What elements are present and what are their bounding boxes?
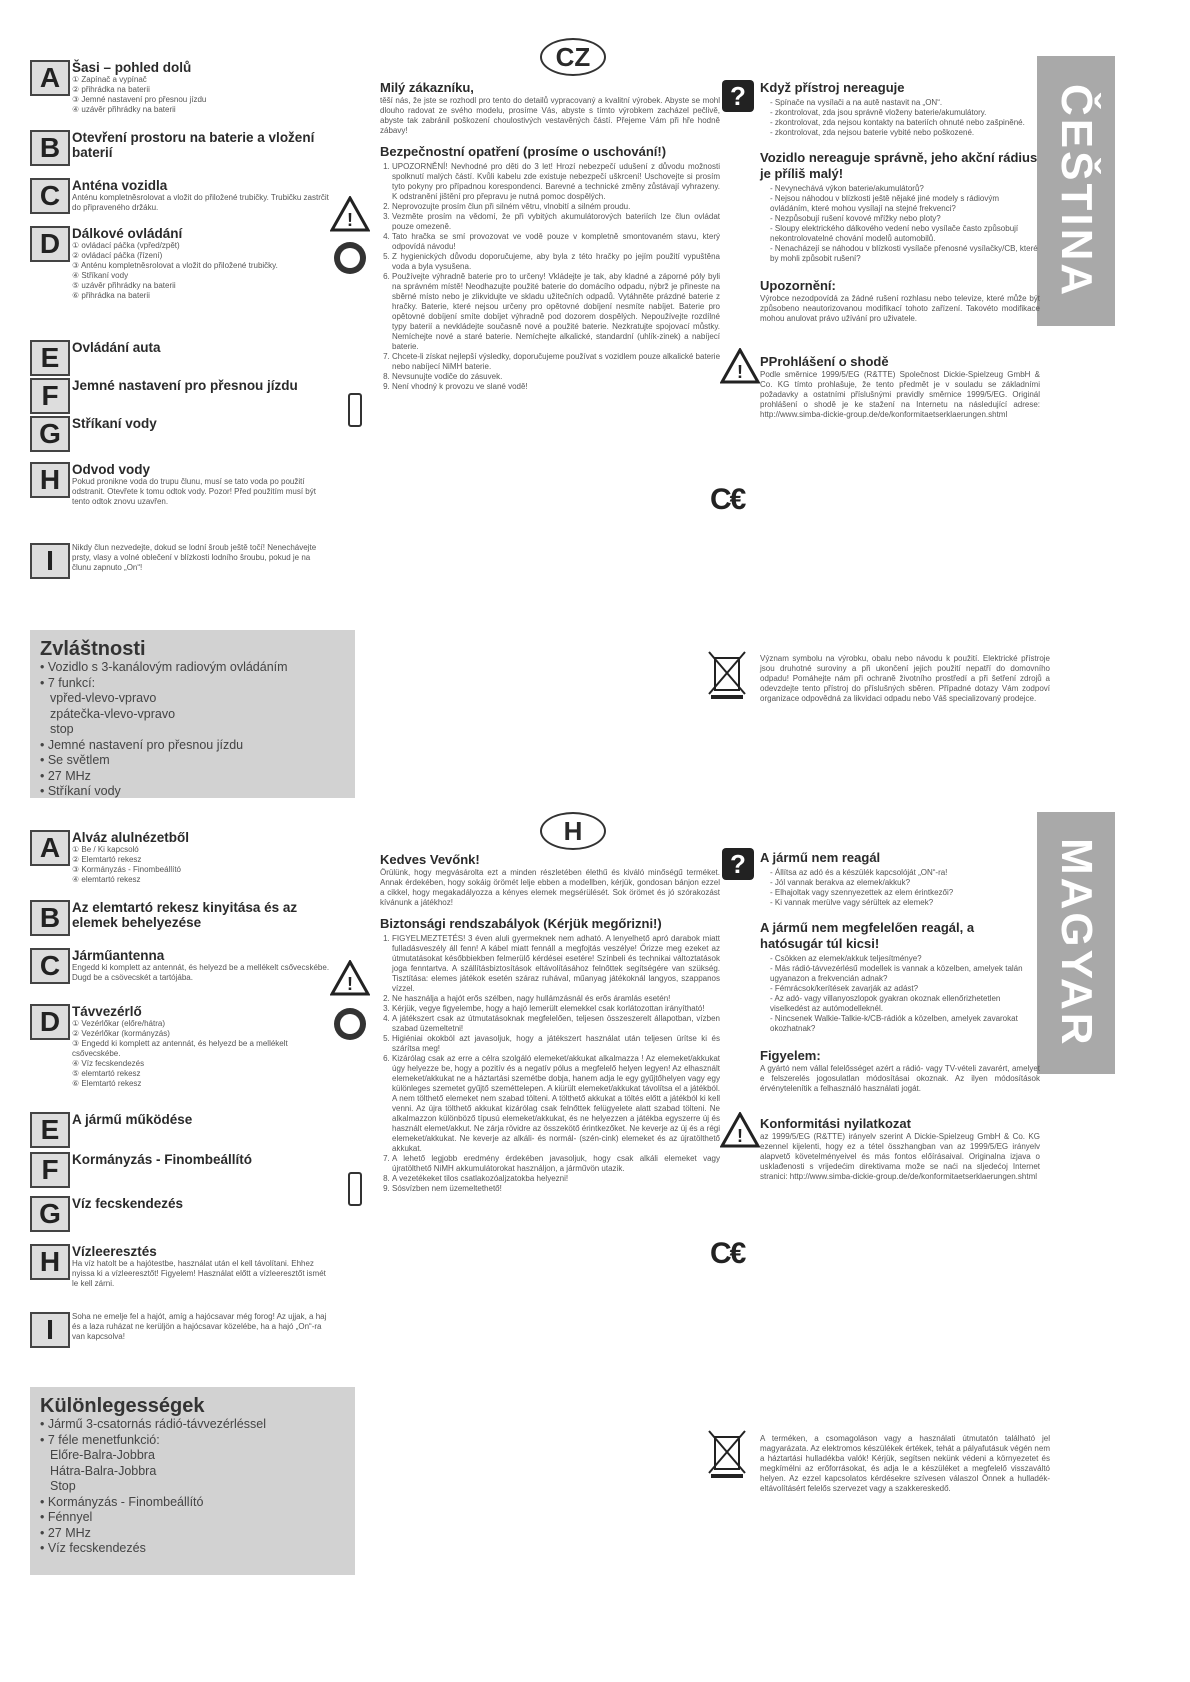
- section-b: B Az elemtartó rekesz kinyitása és az elemek behelyezése: [30, 900, 330, 930]
- section-a: A Alváz alulnézetből ① Be / Ki kapcsoló ② Elemtartó rekesz ③ Kormányzás - Finombeállító ④ elemtartó rekesz: [30, 830, 330, 885]
- section-title: Šasi – pohled dolů: [72, 60, 192, 75]
- warning-triangle-icon: [720, 1112, 760, 1148]
- section-e: E A jármű működése: [30, 1112, 330, 1127]
- middle-column: Kedves Vevőnk! Örülünk, hogy megvásárolta ezt a minden részletében élethű és kiváló minőségű terméket. Annak érdekében, hogy sokáig örömét lelje ebben a modellben, kérjük, gondosan bánjon ezzel a cikkel, hogy megakadályozza a kényes elemek megsérülését. Sok örömet és jó szórakozást kívánunk a játékhoz! Biztonsági rendszabályok (Kérjük megőrizni!) 1. FIGYELMEZTETÉS! 3 éven aluli gyermeknek nem adható. A lenyelhető apró darabok miatt fulladásveszély áll fenn! A kábel miatt fennáll a megfojtás veszélye! Őrizze meg ezeket az útmutatásokat későbbiekben felmerülő kérdései esetére! Színbeli és technikai változtatások joga fenntartva. A szállításbiztosítások eltávolításához felnőttek segítségére van szükség. Tisztítása: elemes játékok esetén száraz ruhával, műanyag játékoknál langyos, szappanos vízzel. 2. Ne használja a hajót erős szélben, nagy hullámzásnál és erős áramlás esetén! 3. Kérjük, vegye figyelembe, hogy a hajó lemerült elemekkel csak korlátozottan irányítható! 4. A játékszert csak az útmutatásoknak megfelelően, teljesen összeszerelt állapotban, vízben szabad üzemeltetni! 5. Higiéniai okokból azt javasoljuk, hogy a játékszert használat után teljesen ürítse ki és szárítsa meg! 6. Kizárólag csak az erre a célra szolgáló elemeket/akkukat alkalmazza ! Az elemeket/akkukat úgy helyezze be, hogy a pozitív és a negatív pólus a megfelelő helyen legyen! Az elhasznált elemeket/akkukat ne a háztartási szemétbe dobja, hanem adja le egy gyűjtőhelyen vagy egy különleges szemetet gyűjtő szeméttelepen. A kiürült elemeket/akkukat távolítsa el a játékból. A nem tölthető elemeket nem szabad tölteni. A tölthető akkukat a töltés előtt a játékból ki kell venni. Az újra tölthető akkukat kizárólag csak felnőttek felügyelete alatt szabad tölteni. Ne alkalmazzon különböző típusú elemeket/akkukat, és ne helyezzen a játékba egyszerre új és használt elemet/akkut. Ne zárja rövidre az összekötő érintkezőket. Ne keverje az új és a régi elemeket/akkukat. Ne keverje az alkáli- és normál- (szén-cink) elemeket és az újratölthető akkukat. 7. A lehető legjobb eredmény érdekében javasoljuk, hogy csak alkáli elemeket vagy újratölthető NiMH akkumulátorokat használjon, a járművön utazik. 8. A vezetékeket tilos csatlakozóaljzatokba helyezni! 9. Sósvízben nem üzemeltethető!: [380, 848, 720, 1194]
- battery-icon: [348, 393, 362, 427]
- safety-list: 1. UPOZORNĚNÍ! Nevhodné pro děti do 3 let! Hrozí nebezpečí udušení z důvodu možnosti spolknutí malých částí. Kvůli kabelu zde existuje nebezpečí uškrcení! Uschovejte si prosím tyto pokyny pro případnou korespondenci. Barevné a technické změny zůstávají vyhrazeny. K odstranění jištění pro přepravu je nutná pomoc dospělých. 2. Neprovozujte prosím člun při silném větru, vlnobití a silném proudu. 3. Vezměte prosím na vědomí, že při vybitých akumulátorových bateriích lze člun ovládat pouze omezeně. 4. Tato hračka se smí provozovat ve vodě pouze v kompletně smontovaném stavu, který odpovídá návodu! 5. Z hygienických důvodu doporučujeme, aby byla z této hračky po jejím použití vypuštěna voda a byla vysušena. 6. Používejte výhradně baterie pro to určeny! Vkládejte je tak, aby kladné a záporné póly byli na správném místě! Neodhazujte použité baterie do domácího odpadu, nýbrž je přineste na sběrné místo nebo je zlikvidujte ve skladu užitečních odpadů. Vytáhněte prázdné baterie z hračky. Baterie, které nejsou určeny pro opětovné dobíjení nesmíte nabíjet. Baterie pro opětovné dobíjení smíte dobíjet výhradně pod dozorem dospělých. Nepoužívejte rozdílné typy baterií a nevkládejte současně nové a použité baterie. Nezkratujte spojovací můstky. Nemíchejte nové a staré baterie. Nemíchejte alkalické, standardní (uhlík-zinek) a nabíjecí baterie. 7. Chcete-li získat nejlepší výsledky, doporučujeme používat s vozidlem pouze alkalické baterie nebo nabíjecí NiMH baterie. 8. Nevsunujte vodiče do zásuvek. 9. Není vhodný k provozu ve slané vodě!: [380, 162, 720, 392]
- ce-mark-icon: C€: [710, 1237, 745, 1270]
- section-h: H Vízleeresztés Ha víz hatolt be a hajótestbe, használat után el kell távolítani. Ehhez nyissa ki a vízleeresztőt! Figyelem! Használat előtt a vízleeresztőt ismét le kell zárni.: [30, 1244, 330, 1289]
- safety-title: Bezpečnostní opatření (prosíme o uschování!): [380, 144, 667, 159]
- section-c: C Járműantenna Engedd ki komplett az antennát, és helyezd be a mellékelt csővecskébe. Dugd be a csövecskét a tartójába.: [30, 948, 330, 983]
- section-f: F Jemné nastavení pro přesnou jízdu: [30, 378, 330, 393]
- right-column: A jármű nem reagál - Állítsa az adó és a készülék kapcsolóját „ON“-ra! - Jól vannak berakva az elemek/akkuk? - Elhajoltak vagy szennyezettek az elem érintkezői? - Ki vannak merülve vagy sérültek az elemek? A jármű nem megfelelően reagál, a hatósugár túl kicsi! - Csökken az elemek/akkuk teljesítménye? - Más rádió-távvezérlésű modellek is vannak a közelben, amelyek talán ugyanazon a frekvencián adnak? - Fémrácsok/kerítések zavarják az adást? - Az adó- vagy villanyoszlopok gyakran okoznak ellenőrizhetetlen viselkedést az autómodelleknél. - Nincsenek Walkie-Talkie-k/CB-rádiók a közelben, amelyek zavarokat okozhatnak? Figyelem: A gyártó nem vállal felelősséget azért a rádió- vagy TV-vételi zavarért, amelyet e felszerelés jogosulatlan módosításai okoznak. Az ilyen módosítások érvénytelenítik a felhasználó használati jogát. Konformitási nyilatkozat az 1999/5/EG (R&TTE) irányelv szerint A Dickie-Spielzeug GmbH & Co. KG ezennel kijelenti, hogy ez a tétel összhangban van az 1999/5/EG irányelv alapvető követelményeivel és más fontos előírásaival. Originalna izjava o usklađenosti s vrijedećim direktivama može se naći na sljedećoj Internet stranici: http://www.simba-dickie-group.de/de/konformitaetserklaerungen.shtml: [760, 846, 1040, 1182]
- language-tab: MAGYAR: [1037, 812, 1115, 1074]
- ce-mark-icon: C€: [710, 483, 745, 516]
- czech-section: [30, 18, 1115, 798]
- section-i: I Nikdy člun nezvedejte, dokud se lodní šroub ještě točí! Nenechávejte prsty, vlasy a volné oblečení v blízkosti lodního šroubu, pokud je na člunu zapnuto „On“!: [30, 543, 330, 573]
- language-tab: ČEŠTINA: [1037, 56, 1115, 326]
- section-e: E Ovládání auta: [30, 340, 330, 355]
- language-badge: CZ: [540, 38, 606, 76]
- svg-text:!: !: [737, 1126, 743, 1146]
- question-icon: ?: [722, 848, 754, 880]
- section-d: D Dálkové ovládání ① ovládací páčka (vpřed/zpět) ② ovládací páčka (řízení) ③ Anténu kompletněsrolovat a vložit do přiložené trubičky. ④ Stříkaní vody ⑤ uzávěr přihrádky na baterii ⑥ přihrádka na baterii: [30, 226, 330, 301]
- letter-a: A: [30, 60, 70, 96]
- warning-triangle-icon: [330, 960, 370, 996]
- features-box: Zvláštnosti • Vozidlo s 3-kanálovým radiovým ovládáním • 7 funkcí: vpřed-vlevo-vpravo zpátečka-vlevo-vpravo stop • Jemné nastavení pro přesnou jízdu • Se světlem • 27 MHz • Stříkaní vody: [30, 630, 355, 798]
- weee-text: Význam symbolu na výrobku, obalu nebo návodu k použití. Elektrické přístroje jsou druhotné suroviny a při ukončení jejich použití nepatří do domovního odpadu! Pomáhejte nám při ochraně životního prostředí a při šetření zdrojů a odevzdejte tento přístroj do příslušných sběren. Případné dotazy Vám zodpoví organizace odpovědná za likvidaci odpadu nebo Váš specializovaný prodejce.: [760, 654, 1050, 703]
- features-box: Különlegességek • Jármű 3-csatornás rádió-távvezérléssel • 7 féle menetfunkció: Előre-Balra-Jobbra Hátra-Balra-Jobbra Stop • Kormányzás - Finombeállító • Fénnyel • 27 MHz • Víz fecskendezés: [30, 1387, 355, 1575]
- child-age-warning-icon: [332, 1006, 368, 1042]
- greeting-text: těší nás, že jste se rozhodl pro tento do detailů vypracovaný a kvalitní výrobek. Abyste se mohl dlouho radovat ze svého modelu, prosíme Vás, abyste s tímto výrobkem zacházel pečlivě, abyste tak zabránil poškození choulostivých vestavěných částí. Přejeme Vám při hře hodně zábavy!: [380, 96, 720, 135]
- middle-column: [380, 76, 720, 392]
- question-icon: ?: [722, 80, 754, 112]
- weee-text: A terméken, a csomagoláson vagy a használati útmutatón található jel magyarázata. Az elektromos készülékek értékek, tehát a pályafutásuk végén nem a háztartási hulladékba valók! Kérjük, segítsen nekünk védeni a környezetet és megkímélni az erőforrásokat, és adja le a készüléket a megfelelő visszaváltó helyen. Az ezzel kapcsolatos kérdésekre szívesen válaszol Önnek a hulladék-eltávolításért felelős szervezet vagy a szakkereskedő.: [760, 1434, 1050, 1493]
- greeting-title: Milý zákazníku,: [380, 80, 474, 95]
- section-i: I Soha ne emelje fel a hajót, amíg a hajócsavar még forog! Az ujjak, a haj és a laza ruházat ne kerüljön a hajócsavar közelébe, ha a hajó „On“-ra van kapcsolva!: [30, 1312, 330, 1342]
- weee-bin-icon: [705, 1427, 749, 1479]
- section-b: B Otevření prostoru na baterie a vložení baterií: [30, 130, 330, 160]
- weee-bin-icon: [705, 648, 749, 700]
- svg-text:!: !: [737, 362, 743, 382]
- child-age-warning-icon: [332, 240, 368, 276]
- section-g: G Víz fecskendezés: [30, 1196, 330, 1211]
- section-c: C Anténa vozidla Anténu kompletněsrolovat a vložit do přiložené trubičky. Trubičku zastrčit do připraveného držáku.: [30, 178, 330, 213]
- warning-triangle-icon: [720, 348, 760, 384]
- section-h: H Odvod vody Pokud pronikne voda do trupu člunu, musí se tato voda po použití odstranit. Otevřete k tomu odtok vody. Pozor! Před použitím musí být tento odtok znovu uzavřen.: [30, 462, 330, 507]
- svg-text:!: !: [347, 210, 353, 230]
- svg-text:!: !: [347, 974, 353, 994]
- section-a: A Šasi – pohled dolů ① Zapínač a vypínač ② přihrádka na baterii ③ Jemné nastavení pro přesnou jízdu ④ uzávěr přihrádky na baterii: [30, 60, 330, 115]
- hungarian-section: [30, 812, 1115, 1592]
- battery-icon: [348, 1172, 362, 1206]
- language-badge: H: [540, 812, 606, 850]
- warning-triangle-icon: [330, 196, 370, 232]
- safety-list: 1. FIGYELMEZTETÉS! 3 éven aluli gyermeknek nem adható. A lenyelhető apró darabok miatt fulladásveszély áll fenn! A kábel miatt fennáll a megfojtás veszélye! Őrizze meg ezeket az útmutatásokat későbbiekben felmerülő kérdései esetére! Színbeli és technikai változtatások joga fenntartva. A szállításbiztosítások eltávolításához felnőttek segítségére van szükség. Tisztítása: elemes játékok esetén száraz ruhával, műanyag játékoknál langyos, szappanos vízzel. 2. Ne használja a hajót erős szélben, nagy hullámzásnál és erős áramlás esetén! 3. Kérjük, vegye figyelembe, hogy a hajó lemerült elemekkel csak korlátozottan irányítható! 4. A játékszert csak az útmutatásoknak megfelelően, teljesen összeszerelt állapotban, vízben szabad üzemeltetni! 5. Higiéniai okokból azt javasoljuk, hogy a játékszert használat után teljesen ürítse ki és szárítsa meg! 6. Kizárólag csak az erre a célra szolgáló elemeket/akkukat alkalmazza ! Az elemeket/akkukat úgy helyezze be, hogy a pozitív és a negatív pólus a megfelelő helyen legyen! Az elhasznált elemeket/akkukat ne a háztartási szemétbe dobja, hanem adja le egy gyűjtőhelyen vagy egy különleges szemetet gyűjtő szeméttelepen. A kiürült elemeket/akkukat távolítsa el a játékból. A nem tölthető elemeket nem szabad tölteni. A tölthető akkukat a töltés előtt a játékból ki kell venni. Az újra tölthető akkukat kizárólag csak felnőttek felügyelete alatt szabad tölteni. Ne alkalmazzon különböző típusú elemeket/akkukat, és ne helyezzen a játékba egyszerre új és használt elemet/akkut. Ne zárja rövidre az összekötő érintkezőket. Ne keverje az új és a régi elemeket/akkukat. Ne keverje az alkáli- és normál- (szén-cink) elemeket és az újratölthető akkukat. 7. A lehető legjobb eredmény érdekében javasoljuk, hogy csak alkáli elemeket vagy újratölthető NiMH akkumulátorokat használjon, a járművön utazik. 8. A vezetékeket tilos csatlakozóaljzatokba helyezni! 9. Sósvízben nem üzemeltethető!: [380, 934, 720, 1194]
- section-g: G Stříkaní vody: [30, 416, 330, 431]
- right-column: Když přístroj nereaguje - Spínače na vysílači a na autě nastavit na „ON“. - zkontrolovat, zda jsou správně vloženy baterie/akumulátory. - zkontrolovat, zda nejsou kontakty na bateriích ohnuté nebo zašpiněné. - zkontrolovat, zda nejsou baterie vybité nebo poškozené. Vozidlo nereaguje správně, jeho akční rádius je příliš malý! - Nevynechává výkon baterie/akumulátorů? - Nejsou náhodou v blízkosti ještě nějaké jiné modely s rádiovým ovládáním, které mohou vysílají na stejné frekvenci? - Nezpůsobují rušení kovové mřížky nebo ploty? - Sloupy elektrického dálkového vedení nebo vysílače často způsobují nekontrolovatelné chování modelů automobilů. - Nenacházejí se náhodou v blízkosti vysílače přenosné vysílačky/CB, které by mohli způsobit rušení? Upozornění: Výrobce nezodpovídá za žádné rušení rozhlasu nebo televize, které může být způsobeno neautorizovanou modifikací tohoto zařízení. Takovéto modifikace mohou anulovat právo užívání pro uživatele. PProhlášení o shodě Podle směrnice 1999/5/EG (R&TTE) Společnost Dickie-Spielzeug GmbH & Co. KG tímto prohlašuje, že tento předmět je v souladu se základními požadavky a ostatními příslušnými pravidly směrnice 1999/5/EG. Originál prohlášení o shodě je ke stažení na Internetu na následující adrese: http://www.simba-dickie-group.de/de/konformitaetserklaerungen.shtml: [760, 76, 1040, 420]
- section-d: D Távvezérlő ① Vezérlőkar (előre/hátra) ② Vezérlőkar (kormányzás) ③ Engedd ki komplett az antennát, és helyezd be a mellékelt csővecskébe. ④ Víz fecskendezés ⑤ elemtartó rekesz ⑥ Elemtartó rekesz: [30, 1004, 330, 1089]
- section-f: F Kormányzás - Finombeállító: [30, 1152, 330, 1167]
